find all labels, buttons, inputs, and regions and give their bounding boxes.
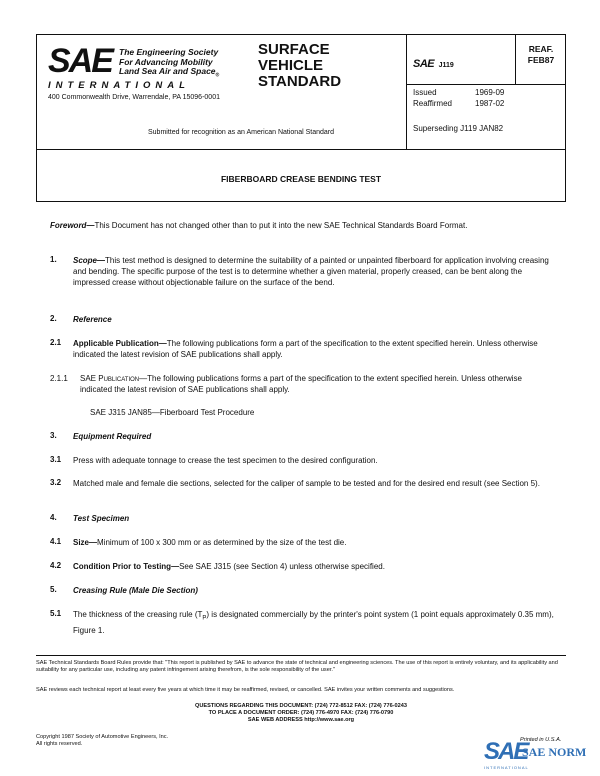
section-3-1-number: 3.1 bbox=[50, 455, 62, 464]
standard-type-line-2: VEHICLE bbox=[258, 57, 324, 74]
footer-contacts bbox=[36, 703, 566, 724]
issued-label: Issued bbox=[413, 88, 437, 97]
header-vline-right bbox=[515, 34, 516, 84]
section-3-1-text: Press with adequate tonnage to crease the test specimen to the desired configuration. bbox=[73, 456, 378, 465]
standard-type-line-1: SURFACE bbox=[258, 41, 330, 58]
section-5-1-subscript: P bbox=[202, 615, 207, 622]
section-4-1-text: Minimum of 100 x 300 mm or as determined by the size of the test die. bbox=[97, 538, 347, 547]
copyright-line: Copyright 1987 Society of Automotive Engineers, Inc. bbox=[36, 734, 169, 740]
trademark-mark: ® bbox=[215, 72, 220, 79]
rights-line: All rights reserved. bbox=[36, 741, 83, 747]
section-2-1-number: 2.1 bbox=[50, 338, 62, 347]
reaffirmed-label: Reaffirmed bbox=[413, 99, 452, 108]
section-4-2 bbox=[73, 561, 555, 572]
section-3-2-text: Matched male and female die sections, selected for the caliper of sample to be tested and for the desired end result (see Section 5). bbox=[73, 479, 540, 488]
section-2-1-1 bbox=[80, 373, 555, 395]
section-5-1: The thickness of the creasing rule $(T_P)$ is designated commercially by the printer's point system (1 point equals approximately 0.35 mm), Figure 1. bbox=[73, 610, 554, 635]
footer-divider bbox=[36, 655, 566, 656]
header-hline-right bbox=[406, 84, 566, 85]
stamp-sub: INTERNATIONAL bbox=[484, 765, 529, 770]
section-2-1 bbox=[73, 338, 555, 360]
tagline-line-2: For Advancing Mobility bbox=[119, 56, 213, 67]
section-4-number: 4. bbox=[50, 513, 57, 522]
header-vline-left bbox=[406, 34, 407, 149]
reaffirmation-box bbox=[520, 44, 562, 66]
section-4-1-heading: Size— bbox=[73, 538, 98, 547]
section-5-heading: Creasing Rule (Male Die Section) bbox=[73, 586, 198, 595]
section-2-1-1-number: 2.1.1 bbox=[50, 374, 68, 383]
section-4-2-number: 4.2 bbox=[50, 561, 62, 570]
copyright bbox=[36, 734, 168, 748]
foreword bbox=[50, 220, 555, 231]
section-4-heading: Test Specimen bbox=[73, 514, 130, 523]
header-divider bbox=[36, 149, 566, 150]
section-2-number: 2. bbox=[50, 314, 57, 323]
foreword-heading: Foreword— bbox=[50, 221, 95, 230]
section-1-heading: Scope— bbox=[73, 256, 106, 265]
section-5-1-number: 5.1 bbox=[50, 609, 62, 618]
logo-tagline bbox=[119, 48, 219, 81]
section-2-1-heading: Applicable Publication— bbox=[73, 339, 167, 348]
issue-dates bbox=[413, 87, 504, 109]
international-label: INTERNATIONAL bbox=[48, 80, 190, 91]
section-4-1-number: 4.1 bbox=[50, 537, 62, 546]
doc-number bbox=[413, 54, 454, 72]
section-4-2-heading: Condition Prior to Testing— bbox=[73, 562, 180, 571]
section-2-1-text: The following publications form a part of the specification to the extent specified herein. Unless otherwise indicated the latest revision of SAE publications shall apply. bbox=[73, 339, 538, 359]
sae-logo: SAE bbox=[48, 42, 112, 80]
tagline-line-3: Land Sea Air and Space$_®$ bbox=[119, 66, 220, 79]
footer-note-2: SAE reviews each technical report at least every five years at which time it may be reaffirmed, revised, or cancelled. SAE invites your written comments and suggestions. bbox=[36, 687, 455, 693]
reaf-date: FEB87 bbox=[527, 55, 555, 65]
reaf-label: REAF. bbox=[528, 44, 554, 54]
footer-note-1: SAE Technical Standards Board Rules provide that: "This report is published by SAE to advance the state of technical and engineering sciences. The use of this report is entirely voluntary, and its applicability and suitability for any particular use, including any patent infringement arising therefrom, is the sole responsibility of the user." bbox=[36, 660, 558, 673]
document-title: FIBERBOARD CREASE BENDING TEST bbox=[220, 174, 382, 184]
section-5-number: 5. bbox=[50, 585, 57, 594]
foreword-text: This Document has not changed other than to put it into the new SAE Technical Standards Board Format. bbox=[94, 221, 468, 230]
tagline-line-1: The Engineering Society bbox=[119, 47, 219, 57]
reference-j315: SAE J315 JAN85—Fiberboard Test Procedure bbox=[90, 408, 255, 417]
section-4-2-text: See SAE J315 (see Section 4) unless otherwise specified. bbox=[179, 562, 385, 571]
section-2-1-1-text: The following publications forms a part of the specification to the extent specified herein. Unless otherwise indicated the latest revision of SAE publications shall apply. bbox=[80, 374, 523, 394]
sae-norm-stamp bbox=[484, 740, 594, 774]
address: 400 Commonwealth Drive, Warrendale, PA 15096-0001 bbox=[48, 94, 220, 101]
section-3-2-number: 3.2 bbox=[50, 478, 62, 487]
section-1 bbox=[73, 255, 555, 288]
section-3-number: 3. bbox=[50, 431, 57, 440]
doc-number-text: J119 bbox=[438, 62, 454, 69]
footer-questions: QUESTIONS REGARDING THIS DOCUMENT: (724) 772-8512 FAX: (724) 776-0243 bbox=[194, 703, 407, 709]
section-2-heading: Reference bbox=[73, 315, 112, 324]
standard-type bbox=[258, 42, 341, 90]
stamp-text: SAE NORM bbox=[522, 745, 587, 759]
section-2-1-1-heading: SAE Publication— bbox=[80, 374, 148, 383]
submitted-note: Submitted for recognition as an American National Standard bbox=[148, 129, 334, 136]
reaffirmed-date: 1987-02 bbox=[475, 99, 505, 108]
doc-sae-logo: SAE bbox=[413, 58, 435, 70]
section-1-text: This test method is designed to determine the suitability of a painted or unpainted fiberboard for application involving creasing and bending. The specific purpose of the test is to determine whether a given material, properly creased, can be bent along the impressed crease without objectionable failure on the surface of the bend. bbox=[73, 256, 549, 287]
footer-order: TO PLACE A DOCUMENT ORDER: (724) 776-4970 FAX: (724) 776-0790 bbox=[208, 710, 394, 716]
section-1-number: 1. bbox=[50, 255, 57, 264]
printed-in: Printed in U.S.A. bbox=[520, 737, 562, 743]
footer-web: SAE WEB ADDRESS http://www.sae.org bbox=[247, 717, 355, 723]
section-4-1 bbox=[73, 537, 555, 548]
stamp-logo: SAE bbox=[484, 738, 528, 765]
issued-date: 1969-09 bbox=[475, 88, 505, 97]
section-3-heading: Equipment Required bbox=[73, 432, 152, 441]
superseding: Superseding J119 JAN82 bbox=[413, 124, 504, 133]
standard-type-line-3: STANDARD bbox=[258, 73, 342, 90]
